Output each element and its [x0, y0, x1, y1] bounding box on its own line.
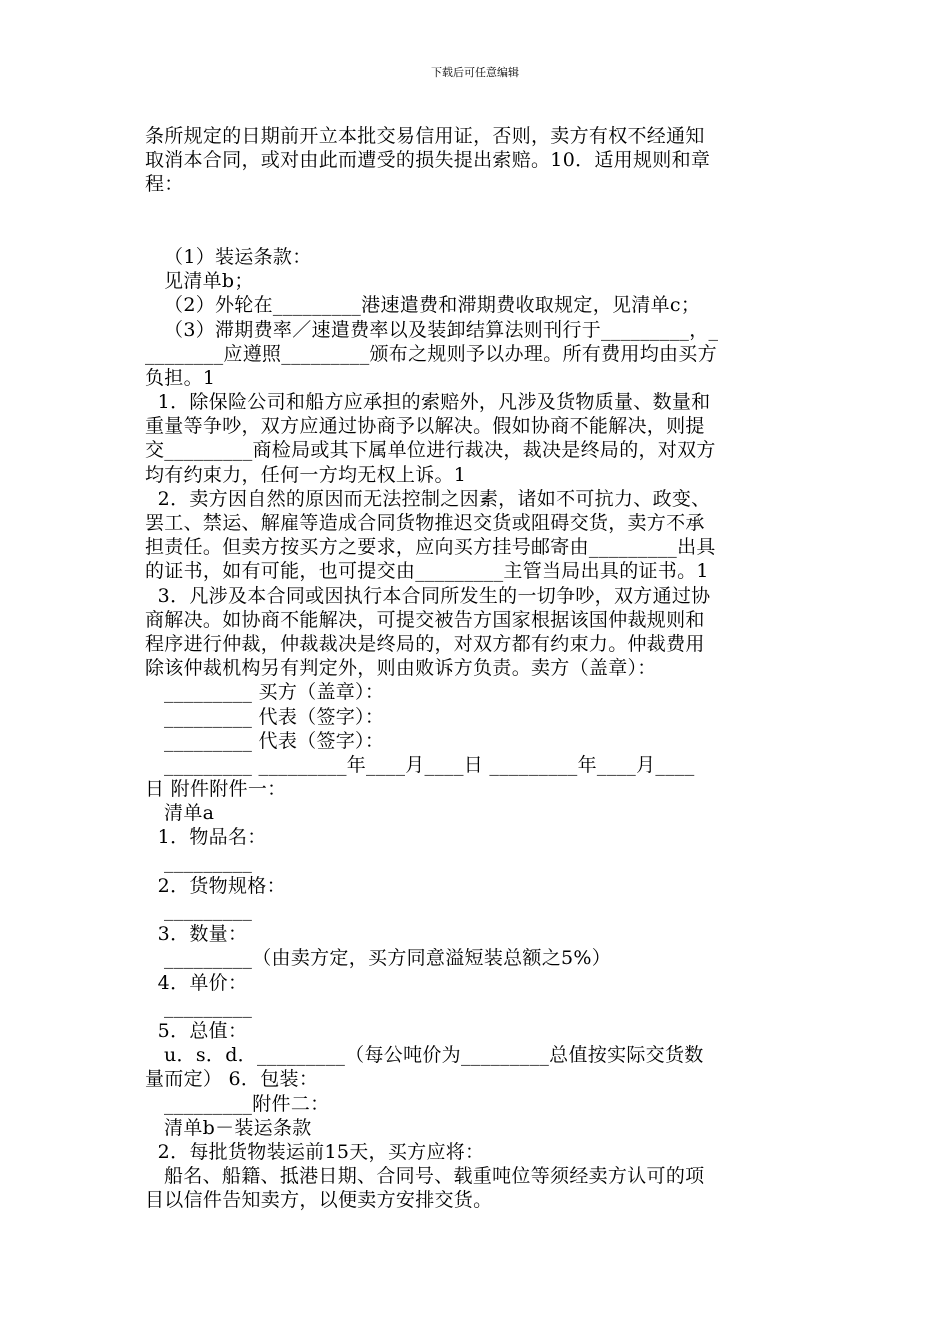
text-line: 1．物品名： [145, 826, 267, 849]
text-line: ________应遵照_________颁布之规则予以办理。所有费用均由买方 [145, 342, 717, 365]
text-line: 4．单价： [145, 971, 248, 994]
text-line: 船名、船籍、抵港日期、合同号、载重吨位等须经卖方认可的项 [145, 1165, 705, 1188]
text-line: 程： [145, 173, 184, 196]
text-line: _________ 代表（签字）： [145, 729, 385, 752]
text-line: 2．每批货物装运前15天，买方应将： [145, 1140, 485, 1163]
text-line: （1）装运条款： [145, 245, 312, 268]
text-line: 日 附件附件一： [145, 778, 287, 801]
text-line: _________ [145, 850, 253, 873]
text-line: 取消本合同，或对由此而遭受的损失提出索赔。10．适用规则和章 [145, 149, 711, 172]
text-line: 1．除保险公司和船方应承担的索赔外，凡涉及货物质量、数量和 [145, 391, 711, 414]
text-line: 目以信件告知卖方，以便卖方安排交货。 [145, 1189, 493, 1212]
paragraph-gap [145, 197, 810, 245]
text-line: 5．总值： [145, 1019, 248, 1042]
text-line: 均有约束力，任何一方均无权上诉。1 [145, 463, 467, 486]
text-line: _________（由卖方定，买方同意溢短装总额之5%） [145, 947, 612, 970]
text-line: 见清单b； [145, 270, 254, 293]
text-line: 3．凡涉及本合同或因执行本合同所发生的一切争吵，双方通过协 [145, 584, 711, 607]
document-body [145, 124, 810, 1212]
text-line: _________ _________年____月____日 _________年____月____ [145, 753, 695, 776]
text-line: _________ 代表（签字）： [145, 705, 385, 728]
text-line: （2）外轮在_________港速遣费和滞期费收取规定，见清单c； [145, 294, 701, 317]
text-line: 的证书，如有可能，也可提交由_________主管当局出具的证书。1 [145, 560, 709, 583]
text-line: 程序进行仲裁，仲裁裁决是终局的，对双方都有约束力。仲裁费用 [145, 632, 705, 655]
text-line: _________ [145, 899, 253, 922]
text-line: 担责任。但卖方按买方之要求，应向买方挂号邮寄由_________出具 [145, 536, 716, 559]
text-line: _________ 买方（盖章）： [145, 681, 385, 704]
text-line: _________ [145, 995, 253, 1018]
text-line: 条所规定的日期前开立本批交易信用证，否则，卖方有权不经通知 [145, 125, 705, 147]
text-line: u．s．d．_________（每公吨价为_________总值按实际交货数 [145, 1044, 704, 1067]
text-line: 清单a [145, 802, 215, 825]
text-line: 3．数量： [145, 923, 248, 946]
text-line: 负担。1 [145, 366, 216, 389]
text-line: 重量等争吵，双方应通过协商予以解决。假如协商不能解决，则提 [145, 415, 705, 438]
text-line: 清单b－装运条款 [145, 1116, 312, 1139]
text-line: 罢工、禁运、解雇等造成合同货物推迟交货或阻碍交货，卖方不承 [145, 512, 705, 535]
page-header: 下载后可任意编辑 [431, 66, 519, 79]
text-line: 交_________商检局或其下属单位进行裁决，裁决是终局的，对双方 [145, 439, 716, 462]
text-line: 除该仲裁机构另有判定外，则由败诉方负责。卖方（盖章）： [145, 657, 657, 680]
text-line: _________附件二： [145, 1092, 330, 1115]
text-line: 2．卖方因自然的原因而无法控制之因素，诸如不可抗力、政变、 [145, 487, 711, 510]
text-line: 商解决。如协商不能解决，可提交被告方国家根据该国仲裁规则和 [145, 608, 705, 631]
text-line: 量而定） 6．包装： [145, 1068, 319, 1091]
text-line: （3）滞期费率／速遣费率以及装卸结算法则刊行于_________，_ [145, 318, 719, 341]
text-line: 2．货物规格： [145, 874, 286, 897]
